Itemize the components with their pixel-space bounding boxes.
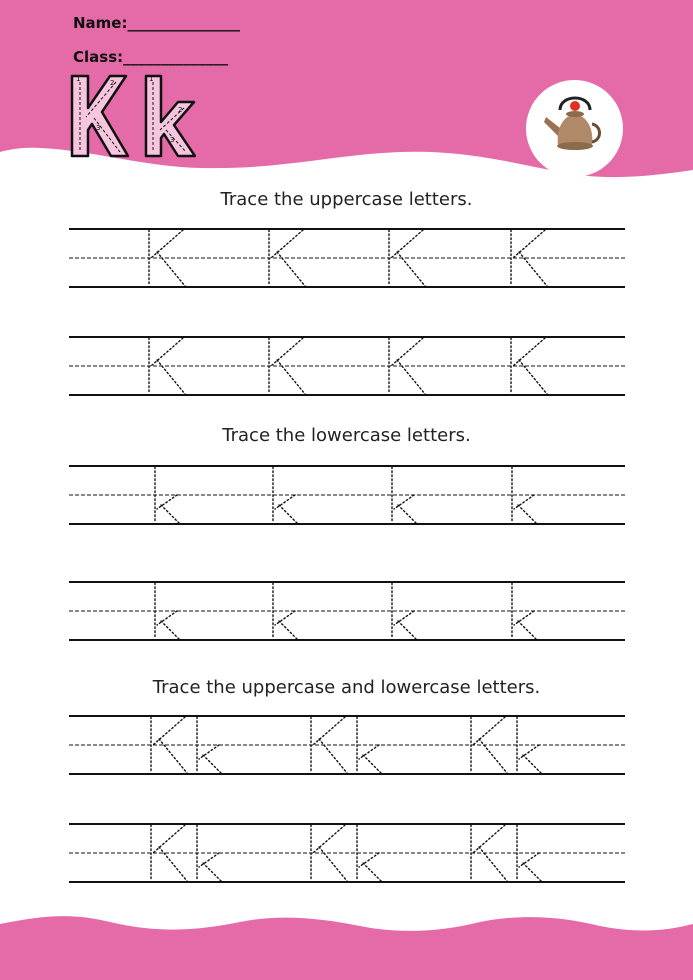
- tracing-row-lowercase-2[interactable]: [69, 581, 625, 641]
- letter-k-stroke-guide: [66, 72, 196, 160]
- svg-text:3: 3: [170, 136, 175, 144]
- kettle-badge: [526, 80, 623, 177]
- tracing-row-uppercase-2[interactable]: [69, 336, 625, 396]
- kettle-icon: [526, 80, 623, 177]
- svg-text:2: 2: [110, 79, 115, 87]
- svg-text:1: 1: [149, 75, 154, 83]
- section-title-uppercase: Trace the uppercase letters.: [220, 189, 473, 210]
- svg-text:2: 2: [178, 106, 183, 114]
- svg-text:1: 1: [76, 75, 81, 83]
- svg-text:3: 3: [96, 124, 101, 132]
- section-title-lowercase: Trace the lowercase letters.: [222, 425, 471, 446]
- tracing-row-mixed-2[interactable]: [69, 823, 625, 883]
- section-title-mixed: Trace the uppercase and lowercase letters.: [152, 677, 541, 698]
- tracing-row-lowercase-1[interactable]: [69, 465, 625, 525]
- footer-background: [0, 900, 693, 980]
- class-field[interactable]: Class:______________: [73, 48, 229, 66]
- tracing-row-uppercase-1[interactable]: [69, 228, 625, 288]
- name-field[interactable]: Name:_______________: [73, 14, 240, 32]
- tracing-row-mixed-1[interactable]: [69, 715, 625, 775]
